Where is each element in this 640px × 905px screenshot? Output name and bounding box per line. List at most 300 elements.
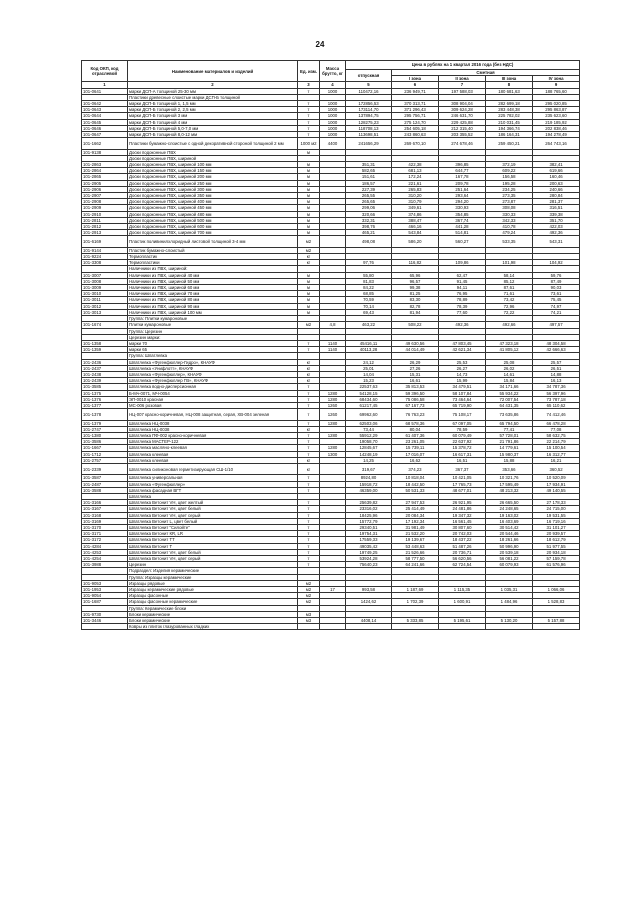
cell-zone4: 16,13 [533,378,580,384]
cell-name: Шпатлевка универсальная [128,475,298,481]
cell-name: Шпатлевка масляно-клеевая [128,445,298,451]
cell-zone1: 27 947,53 [392,500,439,506]
cell-unit: кг [298,463,320,474]
cell-zone1: 21 526,66 [392,549,439,555]
cell-zone1: 254 605,18 [392,125,439,131]
cell-name: Шпатлевка НЦ-0038 [128,426,298,432]
cell-zone3: 20 539,18 [486,549,533,555]
table-row [82,119,580,125]
cell-sale-price: 14248,19 [346,451,392,457]
cell-unit: т [298,409,320,420]
cell-zone3: 372,19 [486,162,533,168]
cell-zone2: 22 637,92 [439,439,486,445]
cell-name: Б-Мч-0071, МЧ-0054 [128,390,298,396]
cell-zone4: 497,57 [533,322,580,328]
cell-zone1: 371 296,43 [392,107,439,113]
cell-zone3: 479,24 [486,230,533,236]
col-num: 1 [82,82,128,88]
cell-zone4: 58 632,75 [533,432,580,438]
cell-zone1: 586,20 [392,236,439,247]
cell-zone4 [533,624,580,630]
cell-code: 101-1358 [82,340,128,346]
cell-zone1: 18 442,50 [392,481,439,487]
cell-name: Блоки керамические [128,611,298,617]
cell-zone3: 65 794,50 [486,420,533,426]
cell-zone2: 10 421,05 [439,475,486,481]
cell-unit: м [298,230,320,236]
cell-code: 101-9730 [82,611,128,617]
cell-name: Доски подоконные ПВХ, шириной 500 мм [128,217,298,223]
cell-sale-price: 582,65 [346,168,392,174]
col-num: 7 [439,82,486,88]
cell-mass [320,236,346,247]
cell-name: Шпатлевка водно-дисперсионная [128,384,298,390]
cell-code: 101-3587 [82,475,128,481]
cell-zone3: 533,35 [486,236,533,247]
cell-zone3: 14 779,61 [486,445,533,451]
cell-zone1: 44 014,49 [392,347,439,353]
cell-sale-price: 73,44 [346,426,392,432]
cell-zone3: 20 544,46 [486,531,533,537]
cell-zone4: 19 531,55 [533,512,580,518]
cell-name: Изразцы керамические рядовые [128,587,298,593]
cell-zone3: 24 248,65 [486,506,533,512]
cell-unit: м [298,303,320,309]
cell-zone2: 15 378,72 [439,445,486,451]
cell-code: 101-1377 [82,402,128,408]
cell-zone1: 61 407,36 [392,432,439,438]
cell-zone4: 34 787,36 [533,384,580,390]
cell-zone4: 74,21 [533,309,580,315]
cell-zone4: 66 478,28 [533,420,580,426]
cell-zone3: 14,61 [486,371,533,377]
cell-name: Наличники из ПВХ, шириной 80 мм [128,297,298,303]
cell-code: 101-3308 [82,260,128,266]
cell-unit: м [298,199,320,205]
cell-zone4: 42 666,63 [533,347,580,353]
cell-zone1: 374,86 [392,211,439,217]
table-row [82,236,580,247]
cell-unit: т [298,101,320,107]
cell-sale-price: 320,66 [346,211,392,217]
cell-unit: м [298,224,320,230]
cell-code: 101-0646 [82,125,128,131]
cell-code: 101-1662 [82,138,128,149]
cell-zone2: 77,60 [439,309,486,315]
cell-zone2: 48 677,01 [439,487,486,493]
cell-name: марки ДСП-Б толщиной 5,0-7,0 мм [128,125,298,131]
cell-zone1: 59 396,50 [392,390,439,396]
cell-sale-price: 70,59 [346,297,392,303]
cell-zone4: 75,45 [533,297,580,303]
cell-sale-price: 319,67 [346,463,392,474]
cell-zone2: 644,77 [439,168,486,174]
cell-zone2: 251,64 [439,186,486,192]
cell-zone2: 330,93 [439,205,486,211]
cell-unit: м3 [298,618,320,624]
table-row [82,138,580,149]
cell-zone3: 186 164,31 [486,132,533,138]
cell-code: 101-3009 [82,285,128,291]
cell-zone2 [439,624,486,630]
cell-zone3: 41 805,12 [486,347,533,353]
cell-mass: 1140 [320,340,346,346]
cell-zone2: 16 617,31 [439,451,486,457]
cell-unit: кг [298,371,320,377]
cell-zone1: 17 016,07 [392,451,439,457]
cell-unit: т [298,451,320,457]
cell-unit: т [298,549,320,555]
cell-zone2: 14,73 [439,371,486,377]
cell-zone4: 382,41 [533,162,580,168]
table-row [82,107,580,113]
cell-name: Доски подоконные ПВХ, шириной 200 мм [128,174,298,180]
cell-name: марки ДСП-Б толщиной 8,0-12 мм [128,132,298,138]
cell-zone4: 20 934,18 [533,549,580,555]
col-num: 4 [320,82,346,88]
cell-unit: м [298,205,320,211]
cell-mass: 1000 [320,125,346,131]
cell-zone3: 26,02 [486,365,533,371]
cell-name: Шпатлевка клеевая [128,457,298,463]
cell-code: 101-9054 [82,593,128,599]
cell-zone1: 681,13 [392,168,439,174]
cell-code: 101-9053 [82,580,128,586]
cell-mass: 4,8 [320,322,346,328]
cell-zone4: 56 397,96 [533,390,580,396]
cell-zone1: 67 167,73 [392,402,439,408]
cell-zone1: 16,62 [392,457,439,463]
cell-name: Подраздел: Изделия керамические [128,568,298,574]
cell-unit [298,624,320,630]
cell-code: 101-2906 [82,186,128,192]
cell-zone4: 351,70 [533,217,580,223]
cell-zone3: 1 484,96 [486,599,533,605]
cell-code: 101-1674 [82,322,128,328]
cell-zone1: 466,16 [392,224,439,230]
cell-name: марки ДСП-Б толщиной 1, 1,5 мм [128,101,298,107]
table-row [82,587,580,593]
cell-zone2: 15,99 [439,378,486,384]
cell-name: Доски подоконные ПВХ, шириной 350 мм [128,193,298,199]
cell-sale-price: 265,55 [346,193,392,199]
cell-unit: м2 [298,247,320,253]
cell-zone1: 50 531,33 [392,487,439,493]
cell-code: 101-3169 [82,518,128,524]
cell-zone2: 19 347,32 [439,512,486,518]
table-row [82,402,580,408]
cell-name: Пластики древесные слоистые марки ДСП-Б толщиной [128,94,298,100]
cell-zone1: 31 981,49 [392,524,439,530]
cell-sale-price: 17559,33 [346,537,392,543]
cell-code: 101-1376 [82,396,128,402]
cell-zone1: 10 818,04 [392,475,439,481]
cell-sale-price: 62503,06 [346,420,392,426]
cell-name: Наличники из ПВХ, шириной 40 мм [128,272,298,278]
cell-sale-price: 110472,16 [346,88,392,94]
cell-zone2: 294,20 [439,199,486,205]
cell-name: Изразцы фасонные керамические [128,599,298,605]
cell-unit: кг [298,260,320,266]
table-row [82,132,580,138]
cell-zone3: 101,98 [486,260,533,266]
cell-name: Наличники из ПВХ, шириной 60 мм [128,285,298,291]
cell-zone1: 16,61 [392,378,439,384]
cell-zone4: 235 623,60 [533,113,580,119]
cell-sale-price: 25,01 [346,365,392,371]
cell-unit: т [298,500,320,506]
cell-unit: т [298,543,320,549]
cell-code: 101-4253 [82,549,128,555]
cell-sale-price: 993,58 [346,587,392,593]
cell-unit: 1000 м2 [298,138,320,149]
cell-zone2: 1 600,91 [439,599,486,605]
cell-mass: 1280 [320,390,346,396]
cell-zone4: 281,37 [533,199,580,205]
cell-unit: т [298,132,320,138]
header-zone3: III зона [486,76,533,82]
cell-unit: кг [298,254,320,260]
cell-code: 101-3168 [82,512,128,518]
cell-name: Изразцы фасонные [128,593,298,599]
cell-sale-price: 70,14 [346,303,392,309]
cell-zone3: 1 035,31 [486,587,533,593]
cell-mass: 1000 [320,113,346,119]
cell-code: 101-1379 [82,420,128,426]
cell-zone3: 26 665,50 [486,500,533,506]
cell-zone2: 514,81 [439,230,486,236]
cell-zone3: 330,33 [486,211,533,217]
cell-zone1: 68 578,36 [392,420,439,426]
cell-zone1: 23 261,05 [392,439,439,445]
cell-code: 101-2812 [82,224,128,230]
cell-zone4: 339,38 [533,211,580,217]
cell-name: Группа: Церезин [128,328,298,334]
cell-name: Шпатлевка Ветонит VH, цвет белый [128,549,298,555]
cell-zone2: 274 678,46 [439,138,486,149]
cell-mass: 1000 [320,88,346,94]
cell-zone4: 619,66 [533,168,580,174]
cell-code: 101-2905 [82,180,128,186]
cell-zone3: 342,33 [486,217,533,223]
cell-sale-price: 398,76 [346,224,392,230]
cell-unit: м2 [298,593,320,599]
cell-zone3: 273,35 [486,193,533,199]
cell-zone4: 49 140,55 [533,487,580,493]
cell-zone2: 197 588,03 [439,88,486,94]
cell-name: Пластик бумажно-слоистый [128,247,298,253]
table-row [82,396,580,402]
cell-sale-price: 19749,25 [346,549,392,555]
cell-sale-price: 14,25 [346,457,392,463]
cell-name: Шпатлевка «Фугенфюллер-Гидро», КНАУФ [128,359,298,365]
cell-unit: т [298,524,320,530]
cell-zone2: 167,78 [439,174,486,180]
cell-zone1: 76 763,23 [392,409,439,420]
cell-zone1: 310,20 [392,193,439,199]
cell-zone2: 78,59 [439,426,486,432]
cell-zone2: 354,85 [439,211,486,217]
cell-zone2: 5 195,61 [439,618,486,624]
cell-zone3: 15,88 [486,457,533,463]
cell-zone3: 55 934,22 [486,390,533,396]
cell-code: 101-6169 [82,236,128,247]
cell-sale-price: 351,31 [346,162,392,168]
cell-code: 101-2864 [82,168,128,174]
cell-zone4: 10 520,09 [533,475,580,481]
cell-code: 101-3166 [82,500,128,506]
cell-name: Шпатлевка ПФ-002 красно-коричневая [128,432,298,438]
cell-sale-price: 46359,00 [346,487,392,493]
cell-zone4: 17 934,91 [533,481,580,487]
cell-zone3: 19 163,02 [486,512,533,518]
cell-zone3: 21 791,86 [486,439,533,445]
cell-name: ЭП-0010 красная [128,396,298,402]
table-row [82,409,580,420]
cell-zone2: 60 079,49 [439,432,486,438]
cell-zone1: 5 333,85 [392,618,439,624]
cell-unit: т [298,475,320,481]
cell-sale-price: 15918,72 [346,481,392,487]
cell-code: 101-1687 [82,599,128,605]
cell-zone1: 80,04 [392,426,439,432]
cell-unit: т [298,420,320,426]
cell-unit: м [298,193,320,199]
cell-mass: 1260 [320,409,346,420]
cell-code: 101-3010 [82,291,128,297]
cell-zone1: 15 739,11 [392,445,439,451]
cell-zone4: 194 278,49 [533,132,580,138]
cell-zone4: 74 412,46 [533,409,580,420]
cell-mass: 4400 [320,138,346,149]
cell-zone2: 1 115,35 [439,587,486,593]
cell-unit: м [298,285,320,291]
cell-zone4: 316,51 [533,205,580,211]
cell-zone3: 492,66 [486,322,533,328]
cell-zone1: 310,79 [392,199,439,205]
cell-unit: кг [298,426,320,432]
cell-code: 101-0642 [82,101,128,107]
cell-zone1: 58 777,50 [392,555,439,561]
cell-unit: т [298,384,320,390]
cell-unit: м [298,211,320,217]
cell-zone1: 35 813,53 [392,384,439,390]
cell-zone1: 81,25 [392,291,439,297]
cell-sale-price: 29340,51 [346,524,392,530]
cell-zone1: 96,57 [392,278,439,284]
cell-unit: т [298,512,320,518]
cell-code: 101-2438 [82,371,128,377]
cell-zone1: 75 086,58 [392,396,439,402]
cell-mass: 1000 [320,101,346,107]
cell-zone2: 34 479,51 [439,384,486,390]
cell-zone4: 16 312,77 [533,451,580,457]
cell-zone3: 58,14 [486,272,533,278]
cell-zone4: 90,03 [533,285,580,291]
cell-sale-price: 55,80 [346,272,392,278]
cell-name: Доски подоконные ПВХ, шириной 700 мм [128,230,298,236]
cell-zone3: 234,25 [486,186,533,192]
cell-name: Шпатлевка Ветонит VH, цвет серый [128,555,298,561]
cell-sale-price: 68434,60 [346,396,392,402]
cell-code: 101-3446 [82,618,128,624]
cell-code: 101-3172 [82,537,128,543]
cell-zone2: 56 620,56 [439,555,486,561]
cell-unit: м [298,217,320,223]
cell-zone3: 410,78 [486,224,533,230]
cell-name: Термопластик [128,254,298,260]
cell-sale-price [346,624,392,630]
cell-sale-price: 19754,31 [346,531,392,537]
cell-zone1: 64 241,66 [392,562,439,568]
cell-name: марки ДСП-А толщиной 25-30 мм [128,88,298,94]
cell-unit: м2 [298,580,320,586]
cell-code: 101-1380 [82,432,128,438]
cell-unit: т [298,531,320,537]
cell-mass: 1280 [320,432,346,438]
cell-sale-price: 463,22 [346,322,392,328]
header-row [82,61,580,70]
cell-zone2: 51 487,26 [439,543,486,549]
cell-sale-price: 55912,29 [346,432,392,438]
cell-name: Пластик поливинилхлоридный листовой толщиной 3-4 мм [128,236,298,247]
cell-code: 101-2910 [82,211,128,217]
cell-unit: м [298,168,320,174]
cell-zone4: 543,31 [533,236,580,247]
cell-name: Доски подоконные ПВХ [128,149,298,155]
cell-zone3: 18 261,66 [486,537,533,543]
cell-mass: 17 [320,587,346,593]
cell-name: Церезин [128,562,298,568]
cell-sale-price: 84,22 [346,285,392,291]
table-row [82,113,580,119]
cell-zone3: 16 403,69 [486,518,533,524]
cell-code: 101-9138 [82,149,128,155]
cell-sale-price: 97,76 [346,260,392,266]
cell-code: 101-0644 [82,113,128,119]
cell-name: Шпатлевка Ветонит КR, LR [128,531,298,537]
cell-sale-price: 69,43 [346,309,392,315]
cell-zone2: 309 624,28 [439,107,486,113]
cell-name: Наличники из ПВХ, шириной 50 мм [128,278,298,284]
cell-zone4: 200,63 [533,180,580,186]
cell-unit: т [298,125,320,131]
cell-zone2: 30 807,60 [439,524,486,530]
cell-sale-price: 12845,67 [346,445,392,451]
cell-zone1: 265,83 [392,186,439,192]
cell-code: 101-2913 [82,230,128,236]
cell-code: 101-0645 [82,119,128,125]
cell-sale-price: 49035,42 [346,543,392,549]
cell-code: 101-4284 [82,543,128,549]
cell-zone3 [486,624,533,630]
cell-code: 101-3171 [82,531,128,537]
cell-code: 101-2436 [82,359,128,365]
cell-zone1: 116,82 [392,260,439,266]
table-row [82,420,580,426]
price-table [81,60,580,630]
cell-unit: т [298,402,320,408]
cell-zone2: 62 724,54 [439,562,486,568]
cell-unit: т [298,432,320,438]
cell-zone1: 99,38 [392,285,439,291]
cell-zone3: 210 031,45 [486,119,533,125]
cell-sale-price: 40113,28 [346,347,392,353]
cell-code: 101-3170 [82,524,128,530]
cell-zone4: 16 719,16 [533,518,580,524]
cell-unit: м3 [298,611,320,617]
cell-name: НЦ-007 красно-коричневая, НЦ-008 защитная, серая, ХВ-004 зеленая [128,409,298,420]
